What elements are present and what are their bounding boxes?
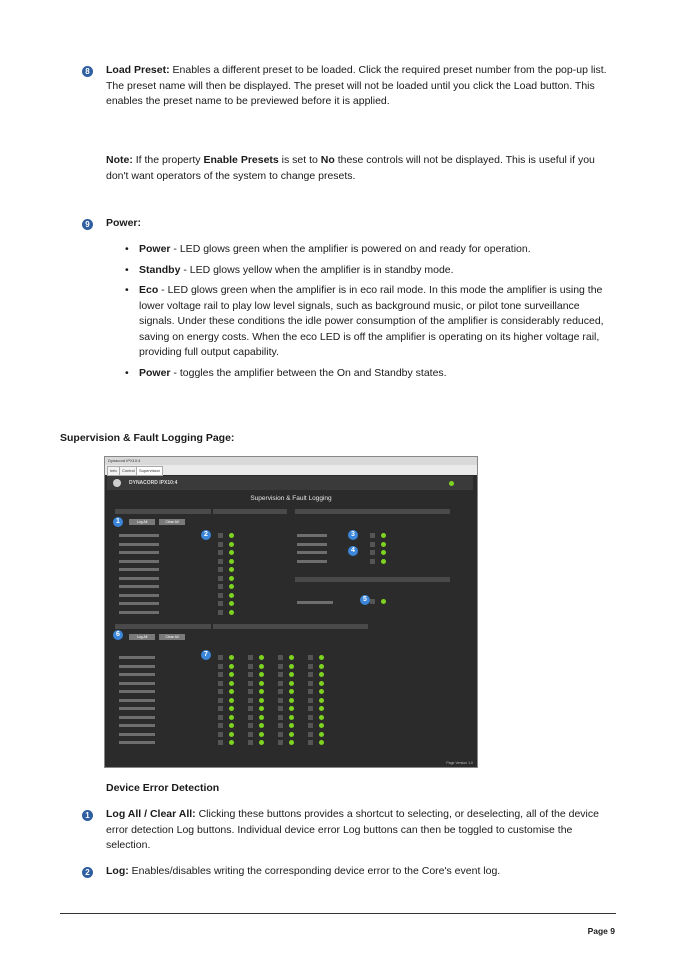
status-led-icon bbox=[319, 655, 324, 660]
device-error-section-bar bbox=[115, 509, 211, 514]
log-toggle-icon bbox=[278, 698, 283, 703]
status-led-icon bbox=[289, 655, 294, 660]
log-toggle-icon bbox=[218, 567, 223, 572]
row-label bbox=[119, 560, 159, 563]
amplifier-status-section-bar bbox=[213, 509, 287, 514]
status-led-icon bbox=[319, 689, 324, 694]
row-label bbox=[119, 716, 155, 719]
log-toggle-icon bbox=[218, 698, 223, 703]
status-led-icon bbox=[229, 576, 234, 581]
bullet-eco bbox=[125, 283, 615, 361]
log-toggle-icon bbox=[308, 672, 313, 677]
bullet-text: - toggles the amplifier between the On and Standby states. bbox=[170, 366, 447, 379]
status-led-icon bbox=[229, 706, 234, 711]
status-led-icon bbox=[319, 732, 324, 737]
log-toggle-icon bbox=[218, 723, 223, 728]
callout-6-icon: 6 bbox=[113, 630, 123, 640]
status-led-icon bbox=[381, 559, 386, 564]
row-label bbox=[119, 741, 155, 744]
row-label bbox=[119, 682, 155, 685]
log-toggle-icon bbox=[278, 740, 283, 745]
log-text: Enables/disables writing the corresponding device error to the Core's event log. bbox=[128, 865, 501, 877]
power-bullet-list bbox=[125, 242, 615, 386]
power-heading bbox=[106, 216, 616, 232]
callout-1-icon: 1 bbox=[113, 517, 123, 527]
bullet-power-toggle bbox=[125, 366, 615, 382]
load-preset-paragraph bbox=[106, 63, 616, 110]
log-toggle-icon bbox=[218, 732, 223, 737]
log-toggle-icon bbox=[308, 723, 313, 728]
note-bold-1: Enable Presets bbox=[203, 154, 279, 166]
log-toggle-icon bbox=[218, 576, 223, 581]
window-title: Dynacord IPX10:4 bbox=[108, 458, 141, 463]
callout-2-icon: 2 bbox=[201, 530, 211, 540]
master-section-bar bbox=[295, 577, 450, 582]
log-toggle-icon bbox=[218, 715, 223, 720]
tab-info[interactable]: Info bbox=[107, 466, 120, 476]
log-toggle-icon bbox=[218, 550, 223, 555]
status-led-icon bbox=[259, 732, 264, 737]
status-led-icon bbox=[319, 672, 324, 677]
row-label bbox=[119, 699, 155, 702]
note-text-3: these controls will not be displayed. This is useful if you don't want operators of the system to change presets. bbox=[106, 154, 595, 182]
log-toggle-icon bbox=[308, 698, 313, 703]
note-text-1: If the property bbox=[132, 154, 204, 166]
log-paragraph bbox=[106, 864, 616, 880]
log-toggle-icon bbox=[370, 542, 375, 547]
bullet-standby bbox=[125, 263, 615, 279]
callout-3-icon: 3 bbox=[348, 530, 358, 540]
status-led-icon bbox=[259, 664, 264, 669]
row-label bbox=[297, 543, 327, 546]
log-toggle-icon bbox=[278, 655, 283, 660]
log-toggle-icon bbox=[218, 681, 223, 686]
amplifier-channel-status-section-bar bbox=[213, 624, 368, 629]
log-toggle-icon bbox=[308, 706, 313, 711]
note-text-2: is set to bbox=[278, 154, 321, 166]
footer-rule bbox=[60, 913, 616, 914]
row-label bbox=[119, 673, 155, 676]
status-led-icon bbox=[289, 740, 294, 745]
status-led-icon bbox=[381, 533, 386, 538]
log-toggle-icon bbox=[248, 681, 253, 686]
status-led-icon bbox=[259, 655, 264, 660]
status-led-icon bbox=[259, 698, 264, 703]
status-led-icon bbox=[289, 672, 294, 677]
callout-7-icon: 7 bbox=[201, 650, 211, 660]
status-led-icon bbox=[289, 689, 294, 694]
status-led-icon bbox=[259, 689, 264, 694]
log-toggle-icon bbox=[278, 681, 283, 686]
device-header bbox=[107, 476, 473, 490]
supervision-screenshot bbox=[104, 456, 478, 768]
log-toggle-icon bbox=[218, 689, 223, 694]
log-toggle-icon bbox=[218, 740, 223, 745]
brand-name: DYNACORD IPX10:4 bbox=[129, 480, 178, 486]
status-led-icon bbox=[319, 664, 324, 669]
log-toggle-icon bbox=[308, 715, 313, 720]
log-toggle-icon bbox=[308, 655, 313, 660]
status-led-icon bbox=[381, 599, 386, 604]
status-led-icon bbox=[381, 542, 386, 547]
channel-clear-all-button[interactable]: Clear All bbox=[159, 634, 185, 640]
status-led-icon bbox=[229, 550, 234, 555]
callout-number-8: 8 bbox=[82, 66, 93, 77]
status-led-icon bbox=[259, 672, 264, 677]
bullet-term: Standby bbox=[139, 263, 181, 276]
screenshot-page-title: Supervision & Fault Logging bbox=[250, 495, 332, 502]
log-toggle-icon bbox=[278, 706, 283, 711]
row-label bbox=[119, 665, 155, 668]
page-version: Page Version 1.0 bbox=[446, 761, 473, 765]
log-toggle-icon bbox=[370, 599, 375, 604]
log-toggle-icon bbox=[308, 740, 313, 745]
row-label bbox=[119, 611, 159, 614]
bullet-text: - LED glows yellow when the amplifier is in standby mode. bbox=[180, 263, 454, 276]
clear-all-button[interactable]: Clear All bbox=[159, 519, 185, 525]
row-label bbox=[119, 585, 159, 588]
row-label bbox=[119, 707, 155, 710]
log-toggle-icon bbox=[370, 559, 375, 564]
load-preset-term: Load Preset: bbox=[106, 64, 170, 76]
status-led-icon bbox=[289, 732, 294, 737]
log-toggle-icon bbox=[218, 593, 223, 598]
row-label bbox=[119, 656, 155, 659]
channel-error-section-bar bbox=[115, 624, 211, 629]
status-led-icon bbox=[229, 584, 234, 589]
status-led-icon bbox=[229, 664, 234, 669]
dynacord-logo-icon bbox=[113, 479, 121, 487]
tab-control[interactable]: Control bbox=[119, 466, 138, 476]
status-led-icon bbox=[289, 723, 294, 728]
log-toggle-icon bbox=[308, 664, 313, 669]
bullet-power bbox=[125, 242, 615, 258]
status-led-icon bbox=[229, 732, 234, 737]
bullet-term: Eco bbox=[139, 284, 159, 296]
log-toggle-icon bbox=[248, 698, 253, 703]
log-toggle-icon bbox=[218, 559, 223, 564]
status-led-icon bbox=[289, 706, 294, 711]
status-led-icon bbox=[259, 715, 264, 720]
log-toggle-icon bbox=[370, 533, 375, 538]
row-label bbox=[119, 690, 155, 693]
status-led-icon bbox=[229, 567, 234, 572]
status-led-icon bbox=[319, 681, 324, 686]
log-toggle-icon bbox=[218, 706, 223, 711]
page-number: Page 9 bbox=[587, 926, 615, 936]
note-paragraph bbox=[106, 153, 616, 184]
log-toggle-icon bbox=[218, 655, 223, 660]
status-led-icon bbox=[319, 706, 324, 711]
log-toggle-icon bbox=[308, 732, 313, 737]
supervision-section-heading: Supervision & Fault Logging Page: bbox=[60, 432, 235, 444]
status-led-icon bbox=[229, 740, 234, 745]
status-led-icon bbox=[229, 681, 234, 686]
log-toggle-icon bbox=[278, 672, 283, 677]
note-term: Note: bbox=[106, 154, 133, 166]
log-toggle-icon bbox=[278, 715, 283, 720]
row-label bbox=[297, 551, 327, 554]
load-preset-text: Enables a different preset to be loaded. Click the required preset number from the pop-up list. The preset name will then be displayed. The preset will not be loaded until you click the Load button. This enables the preset name to be previewed before it is applied. bbox=[106, 64, 607, 107]
row-label bbox=[297, 534, 327, 537]
log-toggle-icon bbox=[248, 664, 253, 669]
log-toggle-icon bbox=[278, 723, 283, 728]
callout-5-icon: 5 bbox=[360, 595, 370, 605]
status-led-icon bbox=[229, 533, 234, 538]
log-toggle-icon bbox=[278, 689, 283, 694]
status-led-icon bbox=[259, 740, 264, 745]
tab-supervision[interactable]: Supervision bbox=[136, 466, 163, 476]
status-led-icon bbox=[229, 715, 234, 720]
status-led-icon bbox=[229, 689, 234, 694]
bullet-term: Power bbox=[139, 366, 171, 379]
status-led-icon bbox=[229, 723, 234, 728]
row-label bbox=[119, 724, 155, 727]
log-toggle-icon bbox=[308, 681, 313, 686]
log-toggle-icon bbox=[218, 584, 223, 589]
log-toggle-icon bbox=[248, 672, 253, 677]
status-led-icon bbox=[229, 542, 234, 547]
row-label bbox=[119, 568, 159, 571]
status-led-icon bbox=[289, 681, 294, 686]
log-toggle-icon bbox=[218, 664, 223, 669]
status-led-icon bbox=[229, 559, 234, 564]
log-toggle-icon bbox=[218, 542, 223, 547]
status-led-icon bbox=[319, 740, 324, 745]
log-toggle-icon bbox=[218, 601, 223, 606]
log-toggle-icon bbox=[218, 533, 223, 538]
log-toggle-icon bbox=[248, 655, 253, 660]
status-led-icon bbox=[289, 698, 294, 703]
log-toggle-icon bbox=[278, 664, 283, 669]
log-all-term: Log All / Clear All: bbox=[106, 808, 196, 820]
channel-log-all-button[interactable]: Log All bbox=[129, 634, 155, 640]
callout-number-2: 2 bbox=[82, 867, 93, 878]
log-toggle-icon bbox=[218, 672, 223, 677]
status-led-icon bbox=[229, 601, 234, 606]
log-toggle-icon bbox=[248, 715, 253, 720]
status-led-icon bbox=[259, 706, 264, 711]
status-led-icon bbox=[319, 723, 324, 728]
device-error-heading: Device Error Detection bbox=[106, 782, 220, 794]
log-all-paragraph bbox=[106, 807, 616, 854]
row-label bbox=[297, 560, 327, 563]
status-led-icon bbox=[289, 664, 294, 669]
status-led-icon bbox=[229, 655, 234, 660]
status-led-icon bbox=[259, 681, 264, 686]
log-toggle-icon bbox=[248, 723, 253, 728]
log-all-button[interactable]: Log All bbox=[129, 519, 155, 525]
row-label bbox=[119, 602, 159, 605]
status-led-icon bbox=[381, 550, 386, 555]
callout-4-icon: 4 bbox=[348, 546, 358, 556]
status-led-icon bbox=[229, 672, 234, 677]
log-term: Log: bbox=[106, 865, 129, 877]
log-toggle-icon bbox=[370, 550, 375, 555]
log-toggle-icon bbox=[248, 689, 253, 694]
status-led-icon bbox=[229, 610, 234, 615]
external-status-section-bar bbox=[295, 509, 450, 514]
status-led-icon bbox=[319, 698, 324, 703]
row-label bbox=[119, 534, 159, 537]
bullet-text: - LED glows green when the amplifier is in eco rail mode. In this mode the amplifier is using the lower voltage rail to play low level signals, such as background music, or pilot tone surveillance signals. Under these conditions the idle power consumption of the amplifier is considerably reduced, saving on energy costs. When the eco LED is off the amplifier is operating on its higher voltage rail, providing full output capability. bbox=[139, 284, 604, 358]
bullet-term: Power bbox=[139, 243, 171, 255]
status-led-icon bbox=[229, 593, 234, 598]
status-led-icon bbox=[319, 715, 324, 720]
log-all-text: Clicking these buttons provides a shortcut to selecting, or deselecting, all of the device error detection Log buttons. Individual device error Log buttons can then be toggled to customise the selection. bbox=[106, 808, 599, 851]
power-term: Power: bbox=[106, 217, 142, 229]
row-label bbox=[119, 577, 159, 580]
row-label bbox=[119, 551, 159, 554]
row-label bbox=[119, 733, 155, 736]
callout-number-1: 1 bbox=[82, 810, 93, 821]
log-toggle-icon bbox=[278, 732, 283, 737]
power-led-icon bbox=[449, 481, 454, 486]
row-label bbox=[297, 601, 333, 604]
status-led-icon bbox=[289, 715, 294, 720]
note-bold-2: No bbox=[320, 154, 335, 166]
window-titlebar bbox=[105, 457, 477, 465]
log-toggle-icon bbox=[248, 706, 253, 711]
status-led-icon bbox=[259, 723, 264, 728]
row-label bbox=[119, 543, 159, 546]
log-toggle-icon bbox=[248, 732, 253, 737]
tab-bar bbox=[105, 465, 477, 475]
status-led-icon bbox=[229, 698, 234, 703]
callout-number-9: 9 bbox=[82, 219, 93, 230]
bullet-text: - LED glows green when the amplifier is powered on and ready for operation. bbox=[170, 243, 531, 255]
log-toggle-icon bbox=[218, 610, 223, 615]
row-label bbox=[119, 594, 159, 597]
log-toggle-icon bbox=[248, 740, 253, 745]
log-toggle-icon bbox=[308, 689, 313, 694]
